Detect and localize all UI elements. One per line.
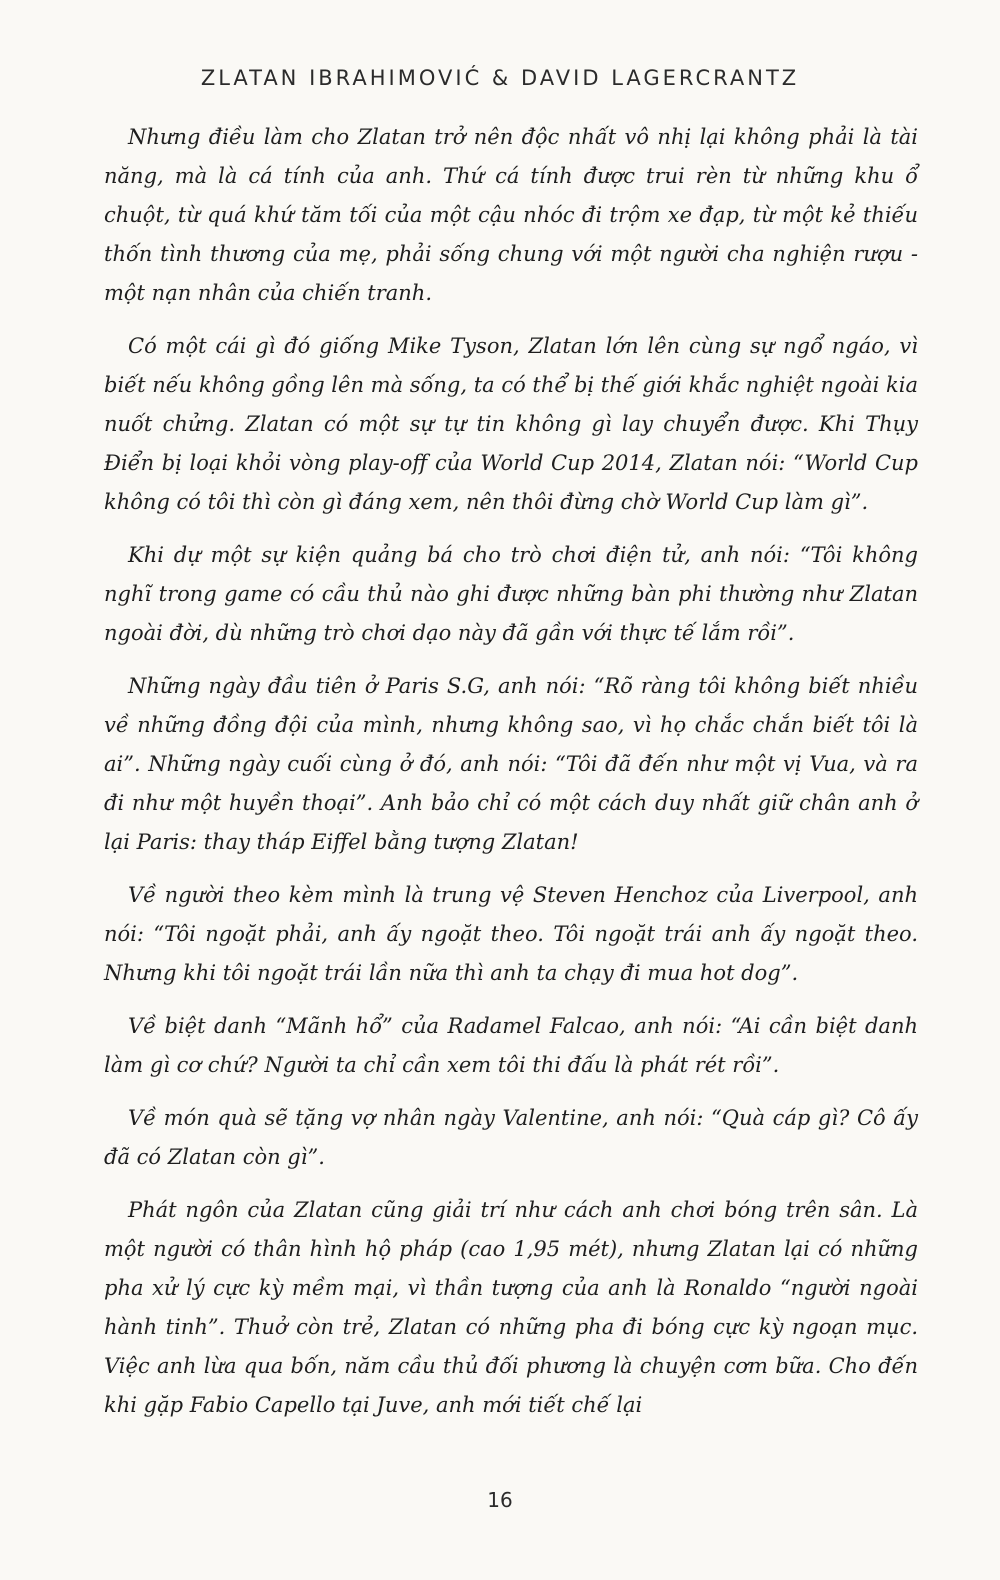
paragraph-1: Nhưng điều làm cho Zlatan trở nên độc nhất vô nhị lại không phải là tài năng, mà là cá tính của anh. Thứ cá tính được trui rèn từ những khu ổ chuột, từ quá khứ tăm tối của một cậu nhóc đi trộm xe đạp, từ một kẻ thiếu thốn tình thương của mẹ, phải sống chung với một người cha nghiện rượu - một nạn nhân của chiến tranh.	[104, 125, 918, 305]
paragraph-7: Về món quà sẽ tặng vợ nhân ngày Valentine, anh nói: “Quà cáp gì? Cô ấy đã có Zlatan còn gì”.	[104, 1106, 918, 1169]
paragraph-5: Về người theo kèm mình là trung vệ Steven Henchoz của Liverpool, anh nói: “Tôi ngoặt phải, anh ấy ngoặt theo. Tôi ngoặt trái anh ấy ngoặt theo. Nhưng khi tôi ngoặt trái lần nữa thì anh ta chạy đi mua hot dog”.	[104, 883, 918, 985]
body-text	[104, 118, 918, 1439]
page-number: 16	[487, 1488, 513, 1512]
paragraph-6: Về biệt danh “Mãnh hổ” của Radamel Falcao, anh nói: “Ai cần biệt danh làm gì cơ chứ? Người ta chỉ cần xem tôi thi đấu là phát rét rồi”.	[104, 1014, 918, 1077]
paragraph-3: Khi dự một sự kiện quảng bá cho trò chơi điện tử, anh nói: “Tôi không nghĩ trong game có cầu thủ nào ghi được những bàn phi thường như Zlatan ngoài đời, dù những trò chơi dạo này đã gần với thực tế lắm rồi”.	[104, 543, 918, 645]
running-head: ZLATAN IBRAHIMOVIĆ & DAVID LAGERCRANTZ	[200, 66, 800, 90]
paragraph-2: Có một cái gì đó giống Mike Tyson, Zlatan lớn lên cùng sự ngổ ngáo, vì biết nếu không gồng lên mà sống, ta có thể bị thế giới khắc nghiệt ngoài kia nuốt chửng. Zlatan có một sự tự tin không gì lay chuyển được. Khi Thụy Điển bị loại khỏi vòng play-off của World Cup 2014, Zlatan nói: “World Cup không có tôi thì còn gì đáng xem, nên thôi đừng chờ World Cup làm gì”.	[104, 334, 919, 514]
paragraph-8: Phát ngôn của Zlatan cũng giải trí như cách anh chơi bóng trên sân. Là một người có thân hình hộ pháp (cao 1,95 mét), nhưng Zlatan lại có những pha xử lý cực kỳ mềm mại, vì thần tượng của anh là Ronaldo “người ngoài hành tinh”. Thuở còn trẻ, Zlatan có những pha đi bóng cực kỳ ngoạn mục. Việc anh lừa qua bốn, năm cầu thủ đối phương là chuyện cơm bữa. Cho đến khi gặp Fabio Capello tại Juve, anh mới tiết chế lại	[104, 1198, 918, 1417]
paragraph-4: Những ngày đầu tiên ở Paris S.G, anh nói: “Rõ ràng tôi không biết nhiều về những đồng đội của mình, nhưng không sao, vì họ chắc chắn biết tôi là ai”. Những ngày cuối cùng ở đó, anh nói: “Tôi đã đến như một vị Vua, và ra đi như một huyền thoại”. Anh bảo chỉ có một cách duy nhất giữ chân anh ở lại Paris: thay tháp Eiffel bằng tượng Zlatan!	[104, 674, 918, 854]
